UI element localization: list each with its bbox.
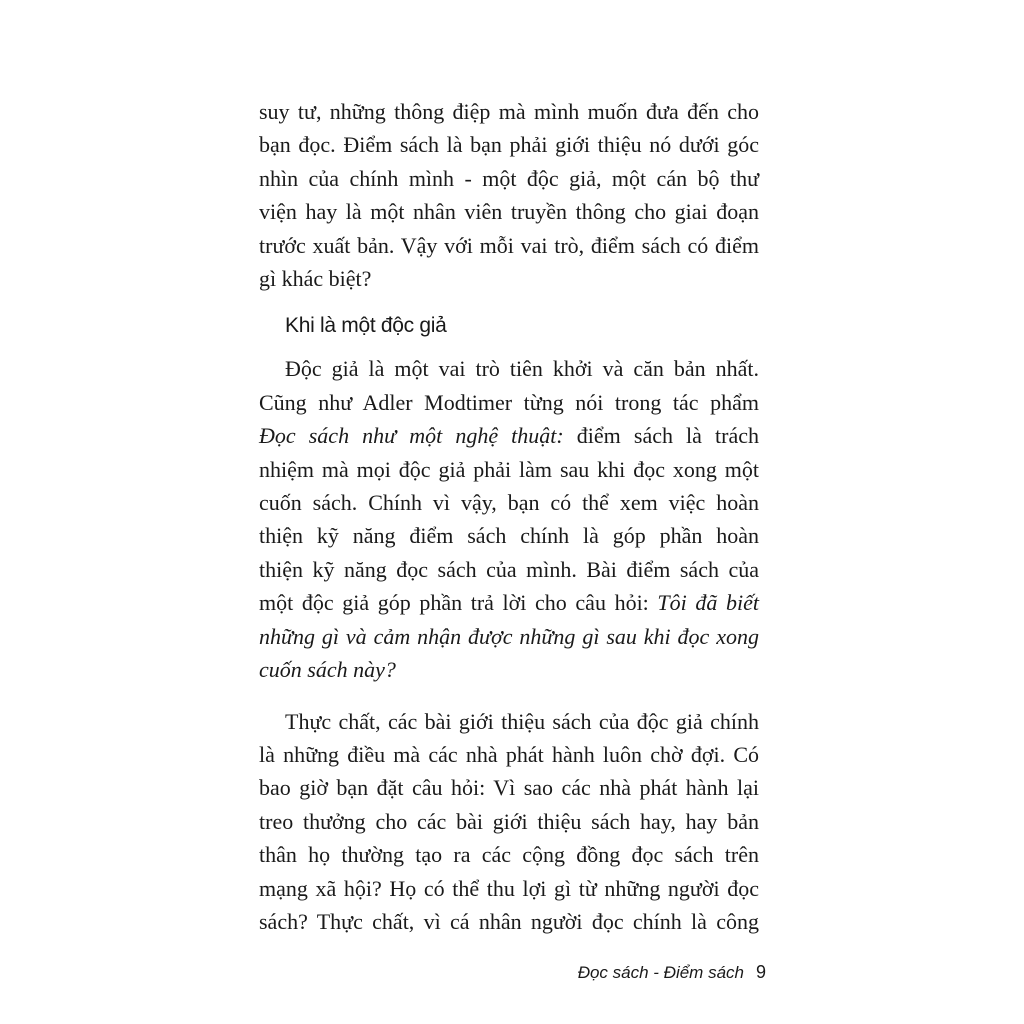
question-italic: cuốn sách này? [259, 657, 396, 683]
text-line: nhìn của chính mình - một độc giả, một cán bộ thư [259, 165, 759, 191]
running-title: Đọc sách - Điểm sách [577, 963, 744, 982]
text-line: sách? Thực chất, vì cá nhân người đọc chính là công [259, 908, 759, 934]
text-line: treo thưởng cho các bài giới thiệu sách hay, hay bản [259, 808, 759, 834]
text-line: cuốn sách. Chính vì vậy, bạn có thể xem việc hoàn [259, 490, 759, 516]
text-line: Cũng như Adler Modtimer từng nói trong tác phẩm [259, 389, 759, 415]
question-italic: Tôi đã biết [657, 590, 759, 616]
text-line: trước xuất bản. Vậy với mỗi vai trò, điểm sách có điểm [259, 232, 759, 258]
text-line: nhiệm mà mọi độc giả phải làm sau khi đọc xong một [259, 456, 759, 482]
text-line [259, 653, 759, 686]
page-footer [578, 962, 766, 983]
text-line: là những điều mà các nhà phát hành luôn chờ đợi. Có [259, 741, 759, 767]
text-line: bạn đọc. Điểm sách là bạn phải giới thiệu nó dưới góc [259, 132, 759, 158]
text-fragment: một độc giả góp phần trả lời cho câu hỏi: [259, 590, 658, 616]
text-line: bao giờ bạn đặt câu hỏi: Vì sao các nhà phát hành lại [259, 775, 759, 801]
paragraph-2 [259, 352, 759, 686]
text-line: thiện kỹ năng đọc sách của mình. Bài điểm sách của [259, 556, 759, 582]
body-text [259, 95, 759, 938]
text-line: thân họ thường tạo ra các cộng đồng đọc sách trên [259, 842, 759, 868]
text-line: mạng xã hội? Họ có thể thu lợi gì từ những người đọc [259, 875, 759, 901]
text-line: viện hay là một nhân viên truyền thông cho giai đoạn [259, 199, 759, 225]
text-fragment: điểm sách là trách [563, 423, 759, 449]
text-line: Thực chất, các bài giới thiệu sách của độc giả chính [285, 708, 759, 734]
text-line: thiện kỹ năng điểm sách chính là góp phần hoàn [259, 523, 759, 549]
paragraph-1 [259, 95, 759, 295]
text-line: suy tư, những thông điệp mà mình muốn đưa đến cho [259, 99, 759, 124]
text-line [259, 620, 759, 653]
text-line: Độc giả là một vai trò tiên khởi và căn bản nhất. [285, 356, 759, 382]
question-italic: những gì và cảm nhận được những gì sau khi đọc xong [259, 623, 759, 649]
text-line: gì khác biệt? [259, 266, 372, 292]
page-number: 9 [755, 962, 766, 982]
text-line [259, 586, 759, 619]
section-heading: Khi là một độc giả [285, 314, 447, 338]
paragraph-3 [259, 705, 759, 939]
book-title-italic: Đọc sách như một nghệ thuật: [259, 423, 564, 449]
text-line [259, 419, 759, 452]
